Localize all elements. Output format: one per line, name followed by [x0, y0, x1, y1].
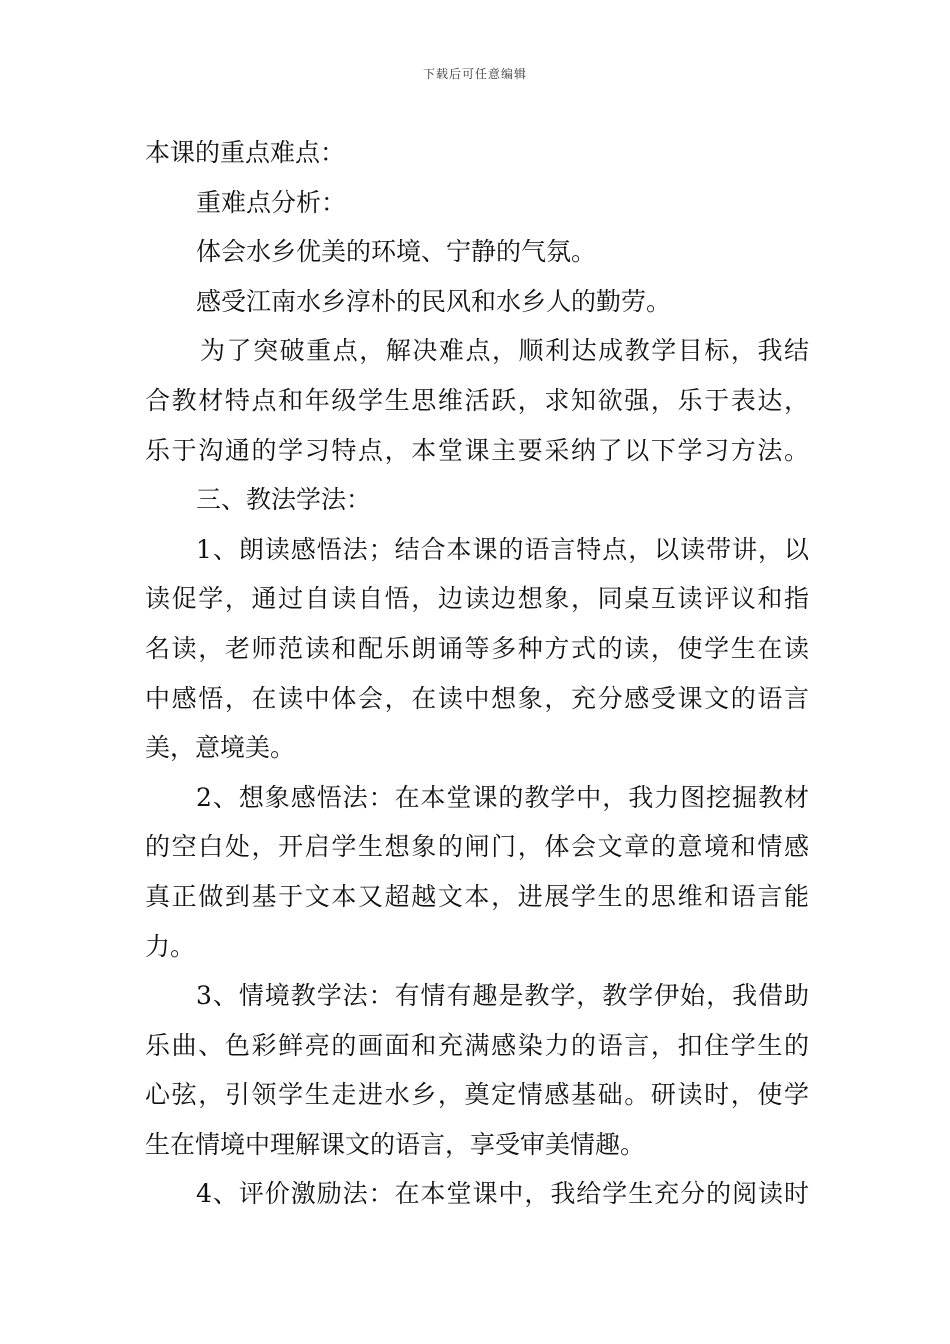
text-line: 真正做到基于文本又超越文本，进展学生的思维和语言能 — [145, 881, 809, 911]
text-line: 合教材特点和年级学生思维活跃，求知欲强，乐于表达， — [145, 385, 809, 415]
page-header-note: 下载后可任意编辑 — [422, 67, 527, 81]
text-line: 2、想象感悟法：在本堂课的教学中，我力图挖掘教材 — [196, 782, 809, 812]
text-line: 本课的重点难点： — [145, 138, 346, 167]
text-line: 力。 — [145, 931, 196, 961]
text-line: 体会水乡优美的环境、宁静的气氛。 — [196, 237, 597, 267]
text-line: 名读，老师范读和配乐朗诵等多种方式的读，使学生在读 — [145, 633, 809, 663]
text-line: 为了突破重点，解决难点，顺利达成教学目标，我结 — [200, 336, 809, 366]
text-line: 中感悟，在读中体会，在读中想象，充分感受课文的语言 — [145, 683, 809, 713]
text-line: 心弦，引领学生走进水乡，奠定情感基础。研读时，使学 — [145, 1080, 809, 1110]
text-line: 1、朗读感悟法；结合本课的语言特点，以读带讲，以 — [196, 534, 809, 564]
text-line: 3、情境教学法：有情有趣是教学，教学伊始，我借助 — [196, 981, 809, 1011]
text-line: 的空白处，开启学生想象的闸门，体会文章的意境和情感 — [145, 832, 809, 862]
text-line: 乐曲、色彩鲜亮的画面和充满感染力的语言，扣住学生的 — [145, 1030, 809, 1060]
text-line: 乐于沟通的学习特点，本堂课主要采纳了以下学习方法。 — [145, 435, 809, 465]
text-line: 美，意境美。 — [145, 733, 296, 763]
text-line: 4、评价激励法：在本堂课中，我给学生充分的阅读时 — [196, 1179, 809, 1209]
text-line: 生在情境中理解课文的语言，享受审美情趣。 — [145, 1129, 646, 1159]
text-line: 感受江南水乡淳朴的民风和水乡人的勤劳。 — [196, 286, 672, 316]
text-line: 读促学，通过自读自悟，边读边想象，同桌互读评议和指 — [145, 584, 809, 614]
text-line: 三、教法学法： — [196, 485, 372, 515]
document-body — [145, 128, 809, 1219]
text-line: 重难点分析： — [196, 187, 347, 217]
